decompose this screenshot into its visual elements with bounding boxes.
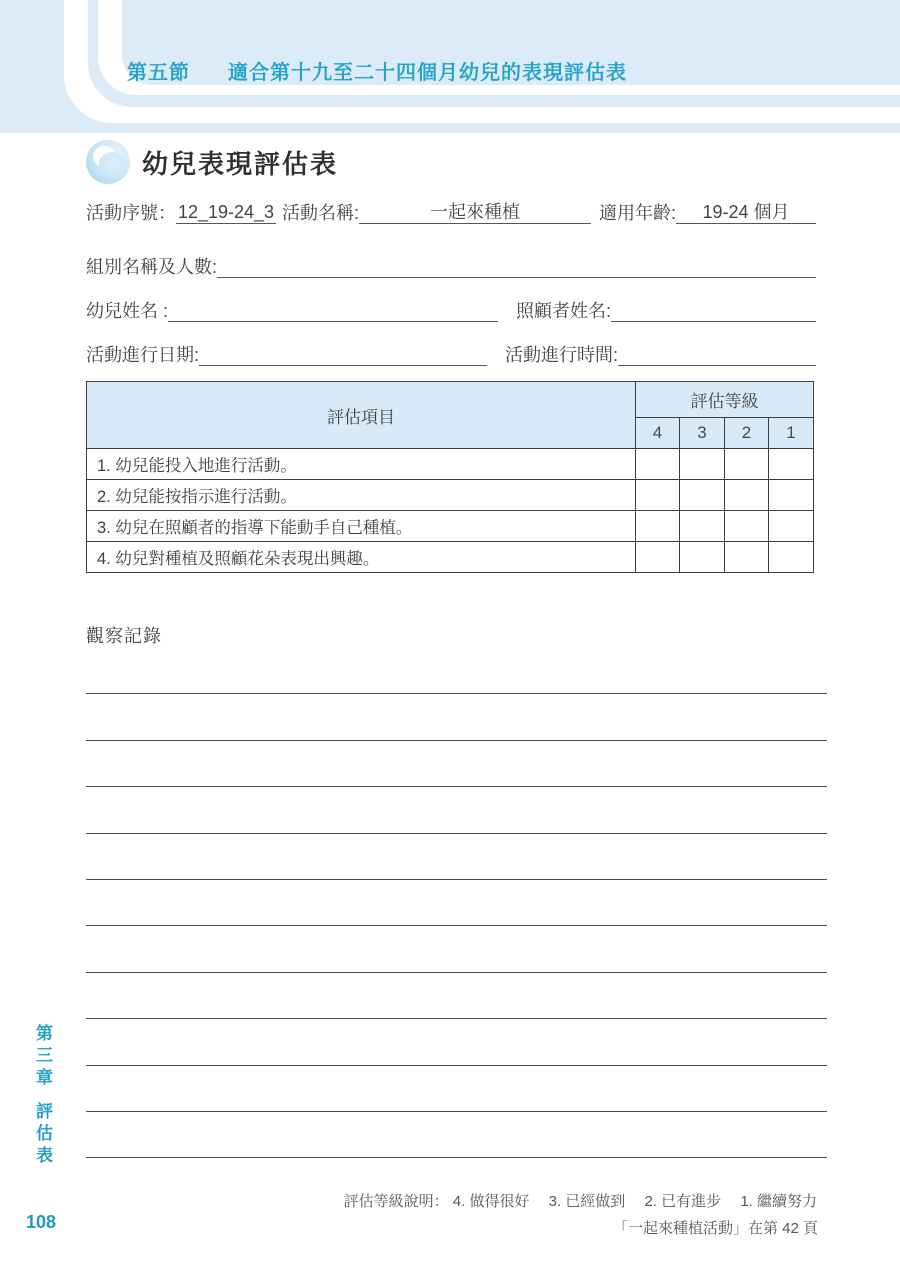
rating-cell [680,542,725,573]
form-row-group [86,255,816,278]
rating-level-3: 3 [680,418,725,449]
rating-cell [680,480,725,511]
group-label: 組別名稱及人數: [86,257,218,277]
caregiver-label: 照顧者姓名: [515,301,611,321]
observation-line [86,880,827,926]
activity-no-value: 12_19-24_3 [177,202,275,222]
rating-level-1: 1 [769,418,814,449]
time-label: 活動進行時間: [504,345,618,365]
rating-cell [725,449,769,480]
rating-cell [636,480,680,511]
rating-cell [680,449,725,480]
activity-name-label: 活動名稱: [282,203,360,223]
table-row [87,449,814,480]
group-value-line [217,255,816,278]
observation-lines [86,648,827,1158]
page-title: 幼兒表現評估表 [142,149,339,179]
date-label: 活動進行日期: [86,345,200,365]
sidebar-tabs [30,1024,55,1168]
item-text: 3. 幼兒在照顧者的指導下能動手自己種植。 [87,511,636,542]
age-value: 19-24 個月 [676,201,816,224]
rating-cell [769,511,814,542]
rating-cell [636,542,680,573]
activity-no-label: 活動序號： [86,203,176,223]
observation-line [86,694,827,740]
sidebar-chapter: 第三章 [33,1024,52,1090]
observation-line [86,741,827,787]
rating-cell [769,449,814,480]
section-heading [127,56,627,85]
rating-cell [725,542,769,573]
observation-line [86,787,827,833]
rating-level-4: 4 [636,418,680,449]
table-header-rating: 評估等級 [636,382,814,418]
child-name-line [168,299,498,322]
age-label: 適用年齡: [598,203,676,223]
item-text: 4. 幼兒對種植及照顧花朵表現出興趣。 [87,542,636,573]
date-line [199,343,487,366]
bubble-icon [86,140,130,184]
section-title: 適合第十九至二十四個月幼兒的表現評估表 [228,62,627,84]
page-number: 108 [26,1212,57,1232]
observation-line [86,648,827,694]
rating-cell [725,480,769,511]
activity-reference: 「一起來種植活動」在第 42 頁 [612,1220,818,1237]
caregiver-line [611,299,816,322]
table-row [87,542,814,573]
observation-line [86,834,827,880]
header-band [0,0,900,133]
rating-table [86,381,814,573]
table-row [87,480,814,511]
observation-line [86,926,827,972]
item-text: 1. 幼兒能投入地進行活動。 [87,449,636,480]
activity-name-value: 一起來種植 [359,201,591,224]
observation-line [86,1019,827,1065]
observation-label: 觀察記錄 [86,626,162,646]
observation-line [86,1066,827,1112]
table-header-items: 評估項目 [87,382,636,449]
rating-cell [725,511,769,542]
rating-level-2: 2 [725,418,769,449]
rating-cell [769,480,814,511]
rating-cell [680,511,725,542]
table-row [87,511,814,542]
rating-legend: 評估等級說明： 4. 做得很好 3. 已經做到 2. 已有進步 1. 繼續努力 [343,1193,817,1210]
child-name-label: 幼兒姓名 : [86,301,169,321]
form-row-datetime [86,343,816,366]
form-row-names [86,299,816,322]
form-row-activity [86,201,816,224]
rating-cell [636,449,680,480]
observation-line [86,1112,827,1158]
observation-line [86,973,827,1019]
section-label: 第五節 [127,62,190,84]
rating-cell [769,542,814,573]
item-text: 2. 幼兒能按指示進行活動。 [87,480,636,511]
sidebar-section: 評估表 [33,1102,52,1168]
time-line [618,343,816,366]
rating-cell [636,511,680,542]
